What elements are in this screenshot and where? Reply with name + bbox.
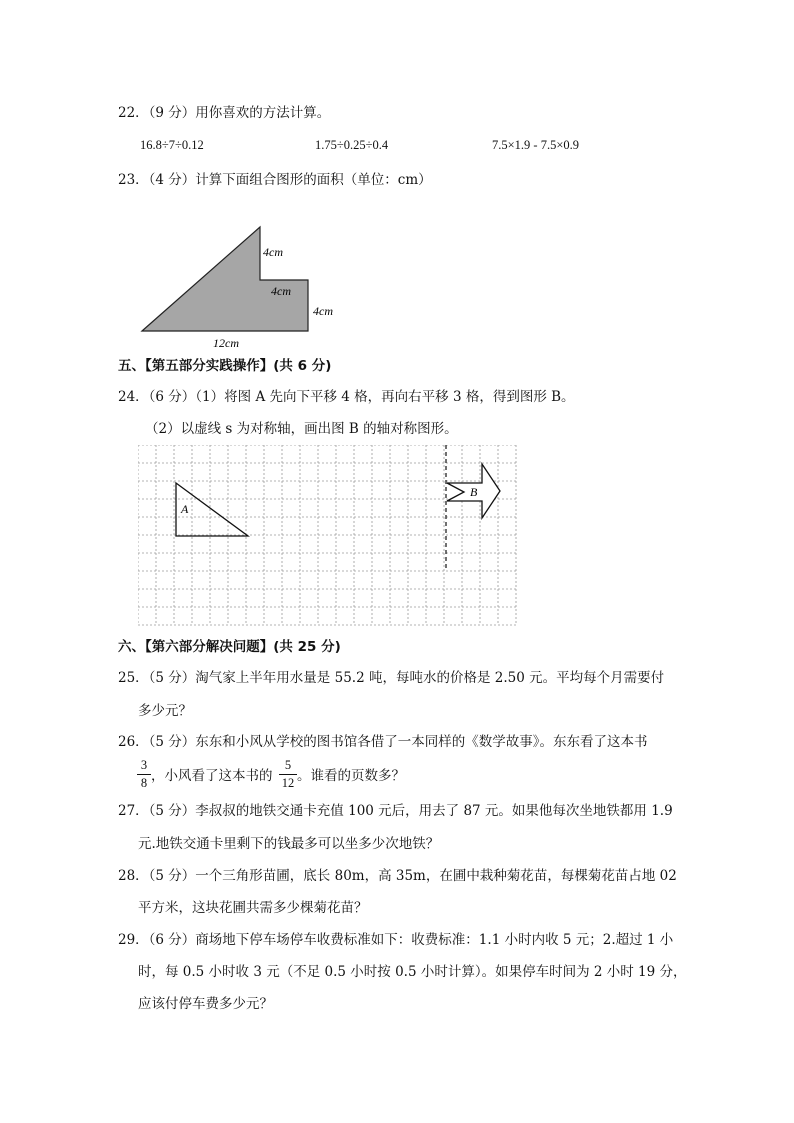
section5-title: 五、【第五部分实践操作】(共 6 分) (118, 358, 332, 374)
q26-mid: ，小风看了这本书的 (151, 768, 273, 784)
composite-shape-figure (135, 220, 350, 352)
q29-line3: 应该付停车费多少元？ (138, 996, 273, 1012)
q22-text: 22．（9 分）用你喜欢的方法计算。 (118, 105, 331, 121)
q26-fraction-1 (137, 758, 151, 791)
q29-line1: 29．（6 分）商场地下停车场停车收费标准如下：收费标准：1.1 小时内收 5 元；2.超过 1 小 (118, 932, 674, 948)
label-top-right: 4cm (263, 245, 283, 259)
label-b: B (470, 485, 478, 499)
q29-line2: 时，每 0.5 小时收 3 元（不足 0.5 小时按 0.5 小时计算）。如果停车时间为 2 小时 19 分， (138, 964, 687, 980)
q25-line2: 多少元？ (138, 703, 192, 719)
q23-text: 23．（4 分）计算下面组合图形的面积（单位：cm） (118, 172, 432, 188)
q26-line1: 26．（5 分）东东和小风从学校的图书馆各借了一本同样的《数学故事》。东东看了这本书 (118, 734, 648, 750)
q28-line2: 平方米，这块花圃共需多少棵菊花苗？ (138, 900, 368, 916)
fraction-1-numerator: 3 (140, 758, 148, 772)
q26-end: 。谁看的页数多？ (297, 768, 405, 784)
label-bottom: 12cm (213, 336, 239, 350)
label-right: 4cm (313, 304, 333, 318)
q24-line2: （2）以虚线 s 为对称轴，画出图 B 的轴对称图形。 (145, 421, 458, 437)
q22-calc-2: 1.75÷0.25÷0.4 (315, 138, 389, 152)
fraction-2-numerator: 5 (284, 758, 292, 772)
q22-calc-3: 7.5×1.9 - 7.5×0.9 (492, 138, 580, 152)
q28-line1: 28．（5 分）一个三角形苗圃，底长 80m，高 35m，在圃中栽种菊花苗，每棵菊花苗占地 02 (118, 868, 677, 884)
fraction-1-denominator: 8 (140, 776, 148, 790)
dotted-grid (138, 445, 516, 625)
q27-line1: 27．（5 分）李叔叔的地铁交通卡充值 100 元后，用去了 87 元。如果他每次坐地铁都用 1.9 (118, 803, 673, 819)
q25-line1: 25．（5 分）淘气家上半年用水量是 55.2 吨，每吨水的价格是 2.50 元。平均每个月需要付 (118, 670, 665, 686)
composite-shape (142, 227, 308, 331)
section6-title: 六、【第六部分解决问题】(共 25 分) (118, 639, 341, 655)
q27-line2: 元.地铁交通卡里剩下的钱最多可以坐多少次地铁？ (138, 836, 440, 852)
label-a: A (181, 502, 189, 516)
fraction-1-bar (137, 774, 151, 775)
q22-calc-1: 16.8÷7÷0.12 (140, 138, 204, 152)
fraction-2-denominator: 12 (281, 776, 295, 790)
fraction-2-bar (279, 774, 297, 775)
q26-fraction-2 (279, 758, 297, 791)
label-middle: 4cm (271, 284, 291, 298)
grid-figure (138, 445, 522, 629)
q24-line1: 24．（6 分）（1）将图 A 先向下平移 4 格，再向右平移 3 格，得到图形 B。 (118, 389, 575, 405)
